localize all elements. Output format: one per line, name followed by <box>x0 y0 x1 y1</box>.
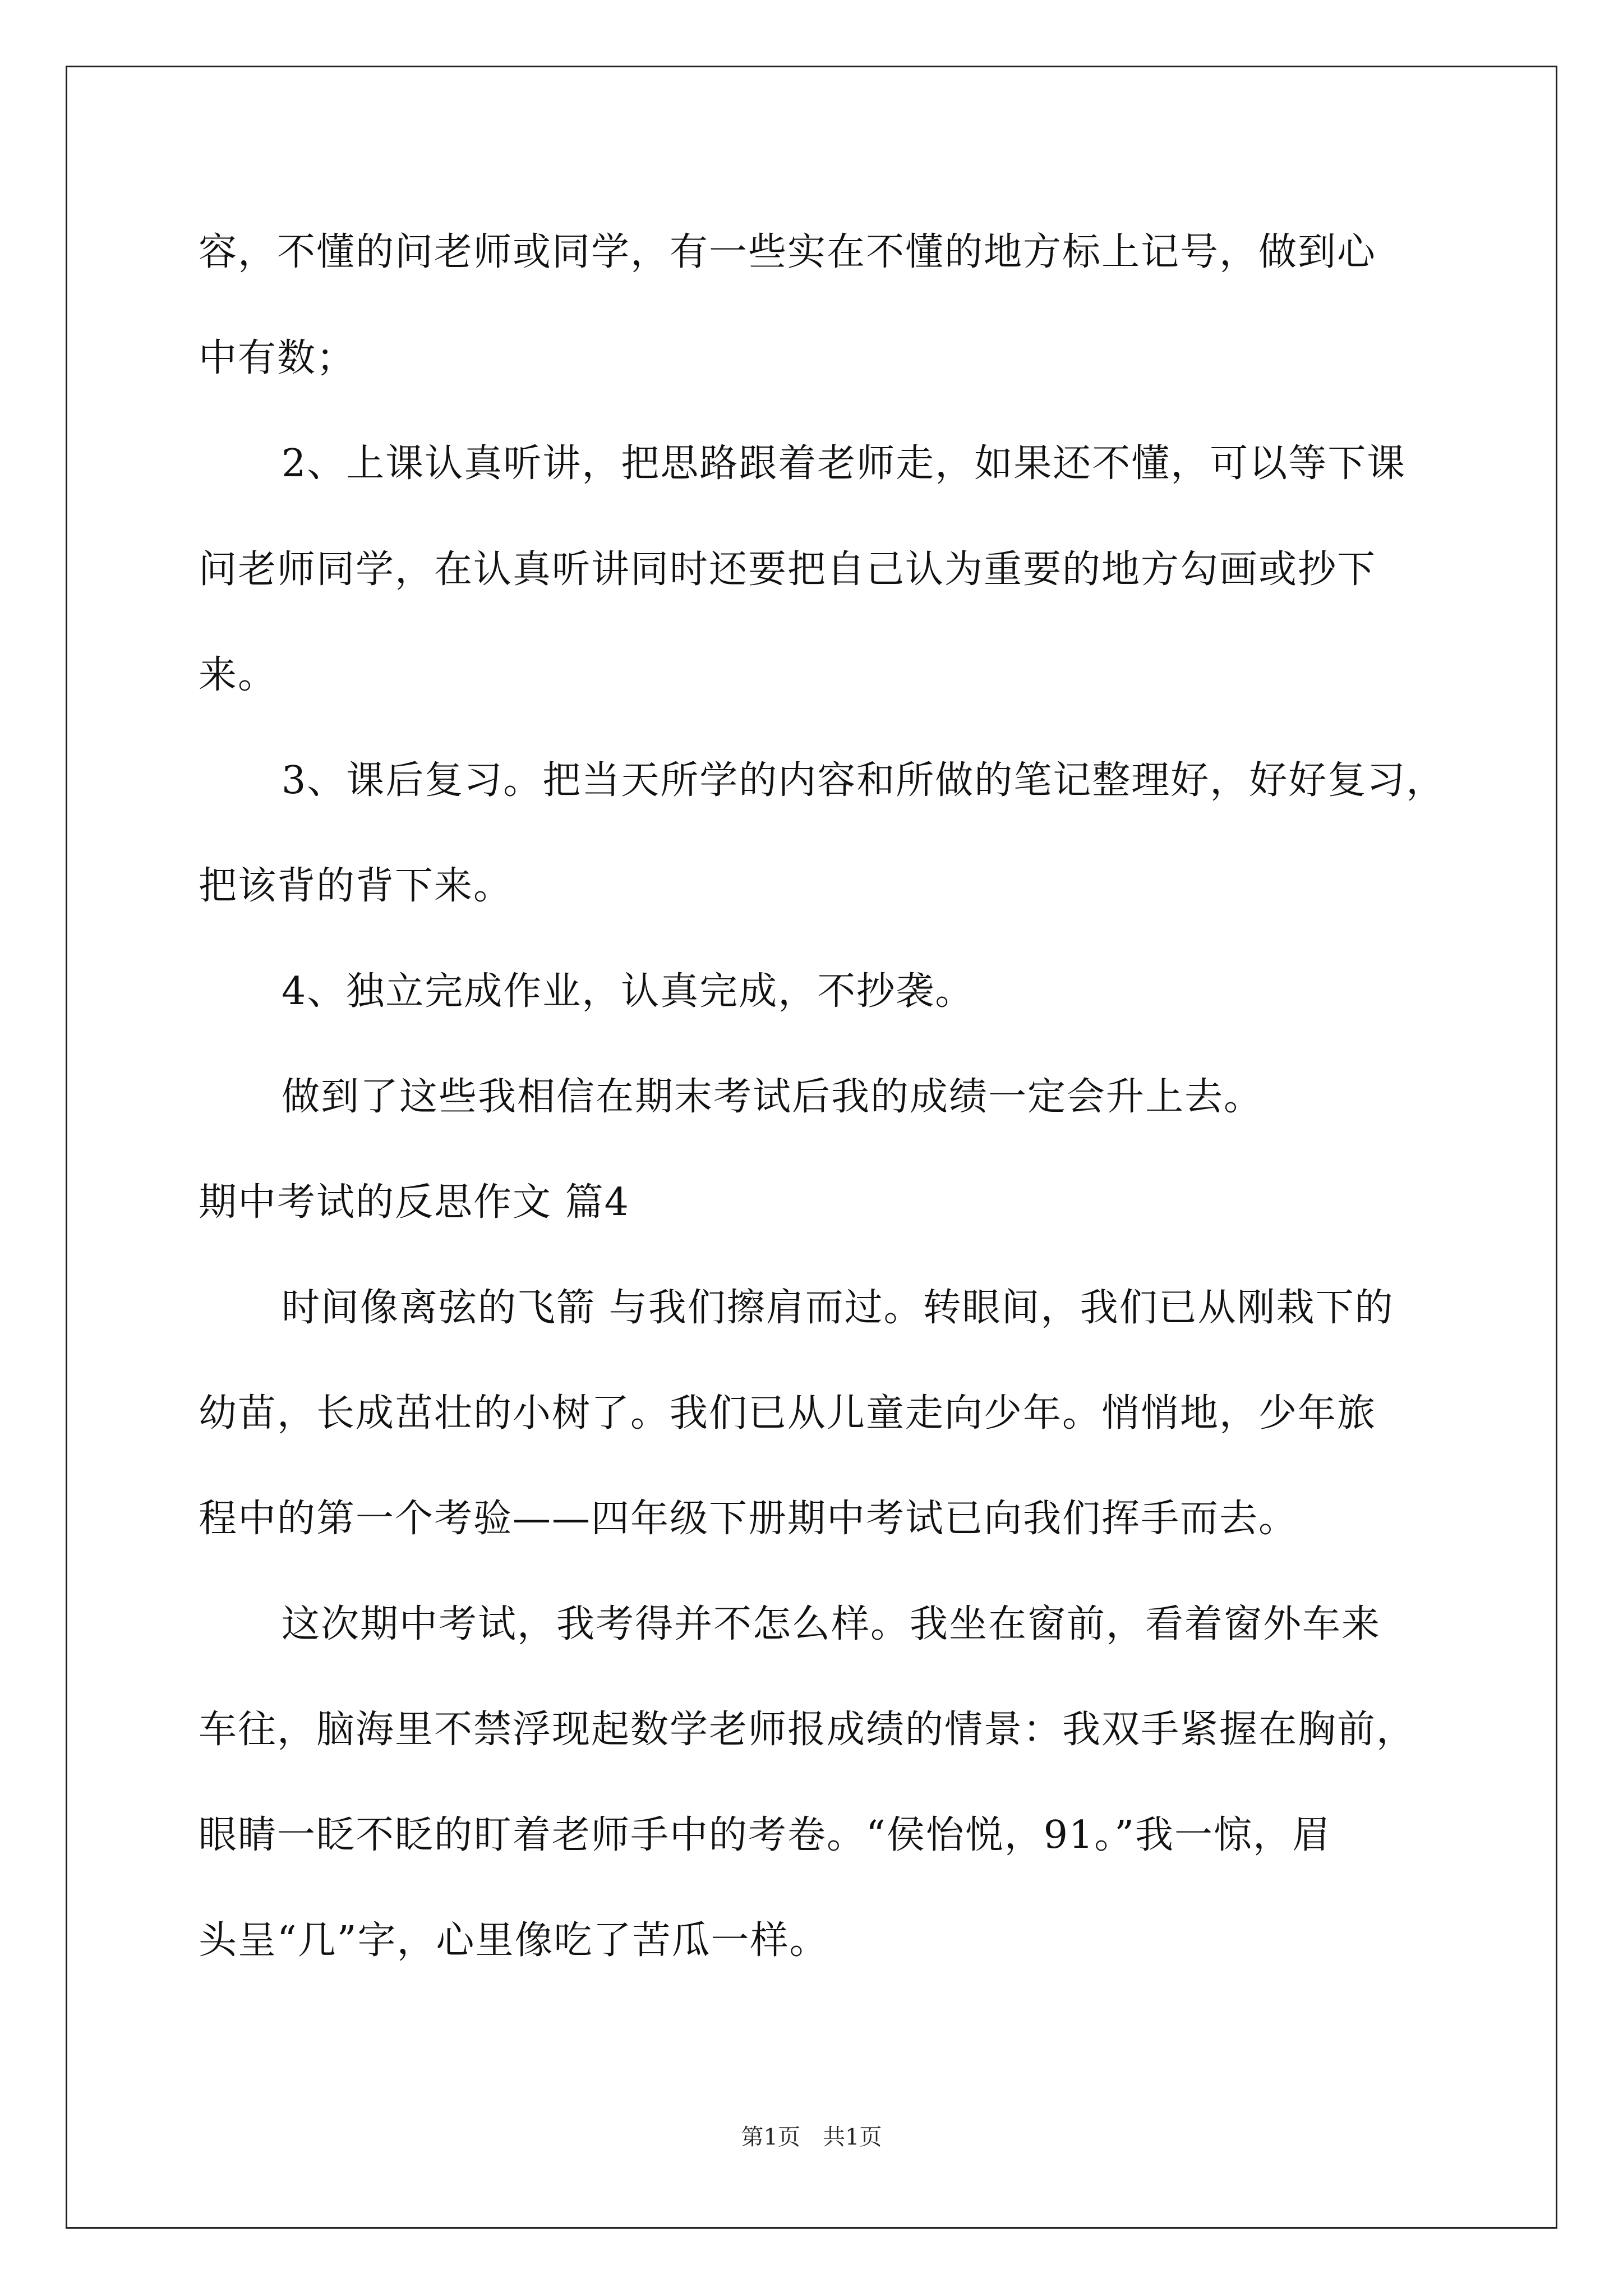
text-line: 时间像离弦的飞箭 与我们擦肩而过。转眼间，我们已从刚栽下的 <box>282 1286 1394 1330</box>
page-border <box>66 66 1557 2229</box>
text-line: 中有数； <box>199 336 356 380</box>
text-line: 这次期中考试，我考得并不怎么样。我坐在窗前，看着窗外车来 <box>282 1602 1381 1646</box>
text-line: 幼苗，长成茁壮的小树了。我们已从儿童走向少年。悄悄地，少年旅 <box>199 1391 1377 1435</box>
text-line: 3、课后复习。把当天所学的内容和所做的笔记整理好，好好复习， <box>282 758 1446 803</box>
text-line: 容，不懂的问老师或同学，有一些实在不懂的地方标上记号，做到心 <box>199 230 1377 274</box>
text-line: 问老师同学，在认真听讲同时还要把自己认为重要的地方勾画或抄下 <box>199 547 1377 592</box>
text-line: 眼睛一眨不眨的盯着老师手中的考卷。“侯怡悦，91。”我一惊，眉 <box>199 1813 1332 1857</box>
section-heading: 期中考试的反思作文 篇4 <box>199 1180 630 1225</box>
text-line: 程中的第一个考验——四年级下册期中考试已向我们挥手而去。 <box>199 1497 1298 1541</box>
text-line: 来。 <box>199 653 278 697</box>
text-line: 车往，脑海里不禁浮现起数学老师报成绩的情景：我双手紧握在胸前， <box>199 1708 1416 1752</box>
text-line: 做到了这些我相信在期末考试后我的成绩一定会升上去。 <box>282 1075 1264 1119</box>
text-line: 把该背的背下来。 <box>199 864 513 908</box>
text-line: 4、独立完成作业，认真完成，不抄袭。 <box>282 969 975 1014</box>
text-line: 头呈“几”字，心里像吃了苦瓜一样。 <box>199 1918 829 1963</box>
text-line: 2、上课认真听讲，把思路跟着老师走，如果还不懂，可以等下课 <box>282 441 1407 486</box>
page-footer: 第1页 共1页 <box>741 2124 882 2150</box>
